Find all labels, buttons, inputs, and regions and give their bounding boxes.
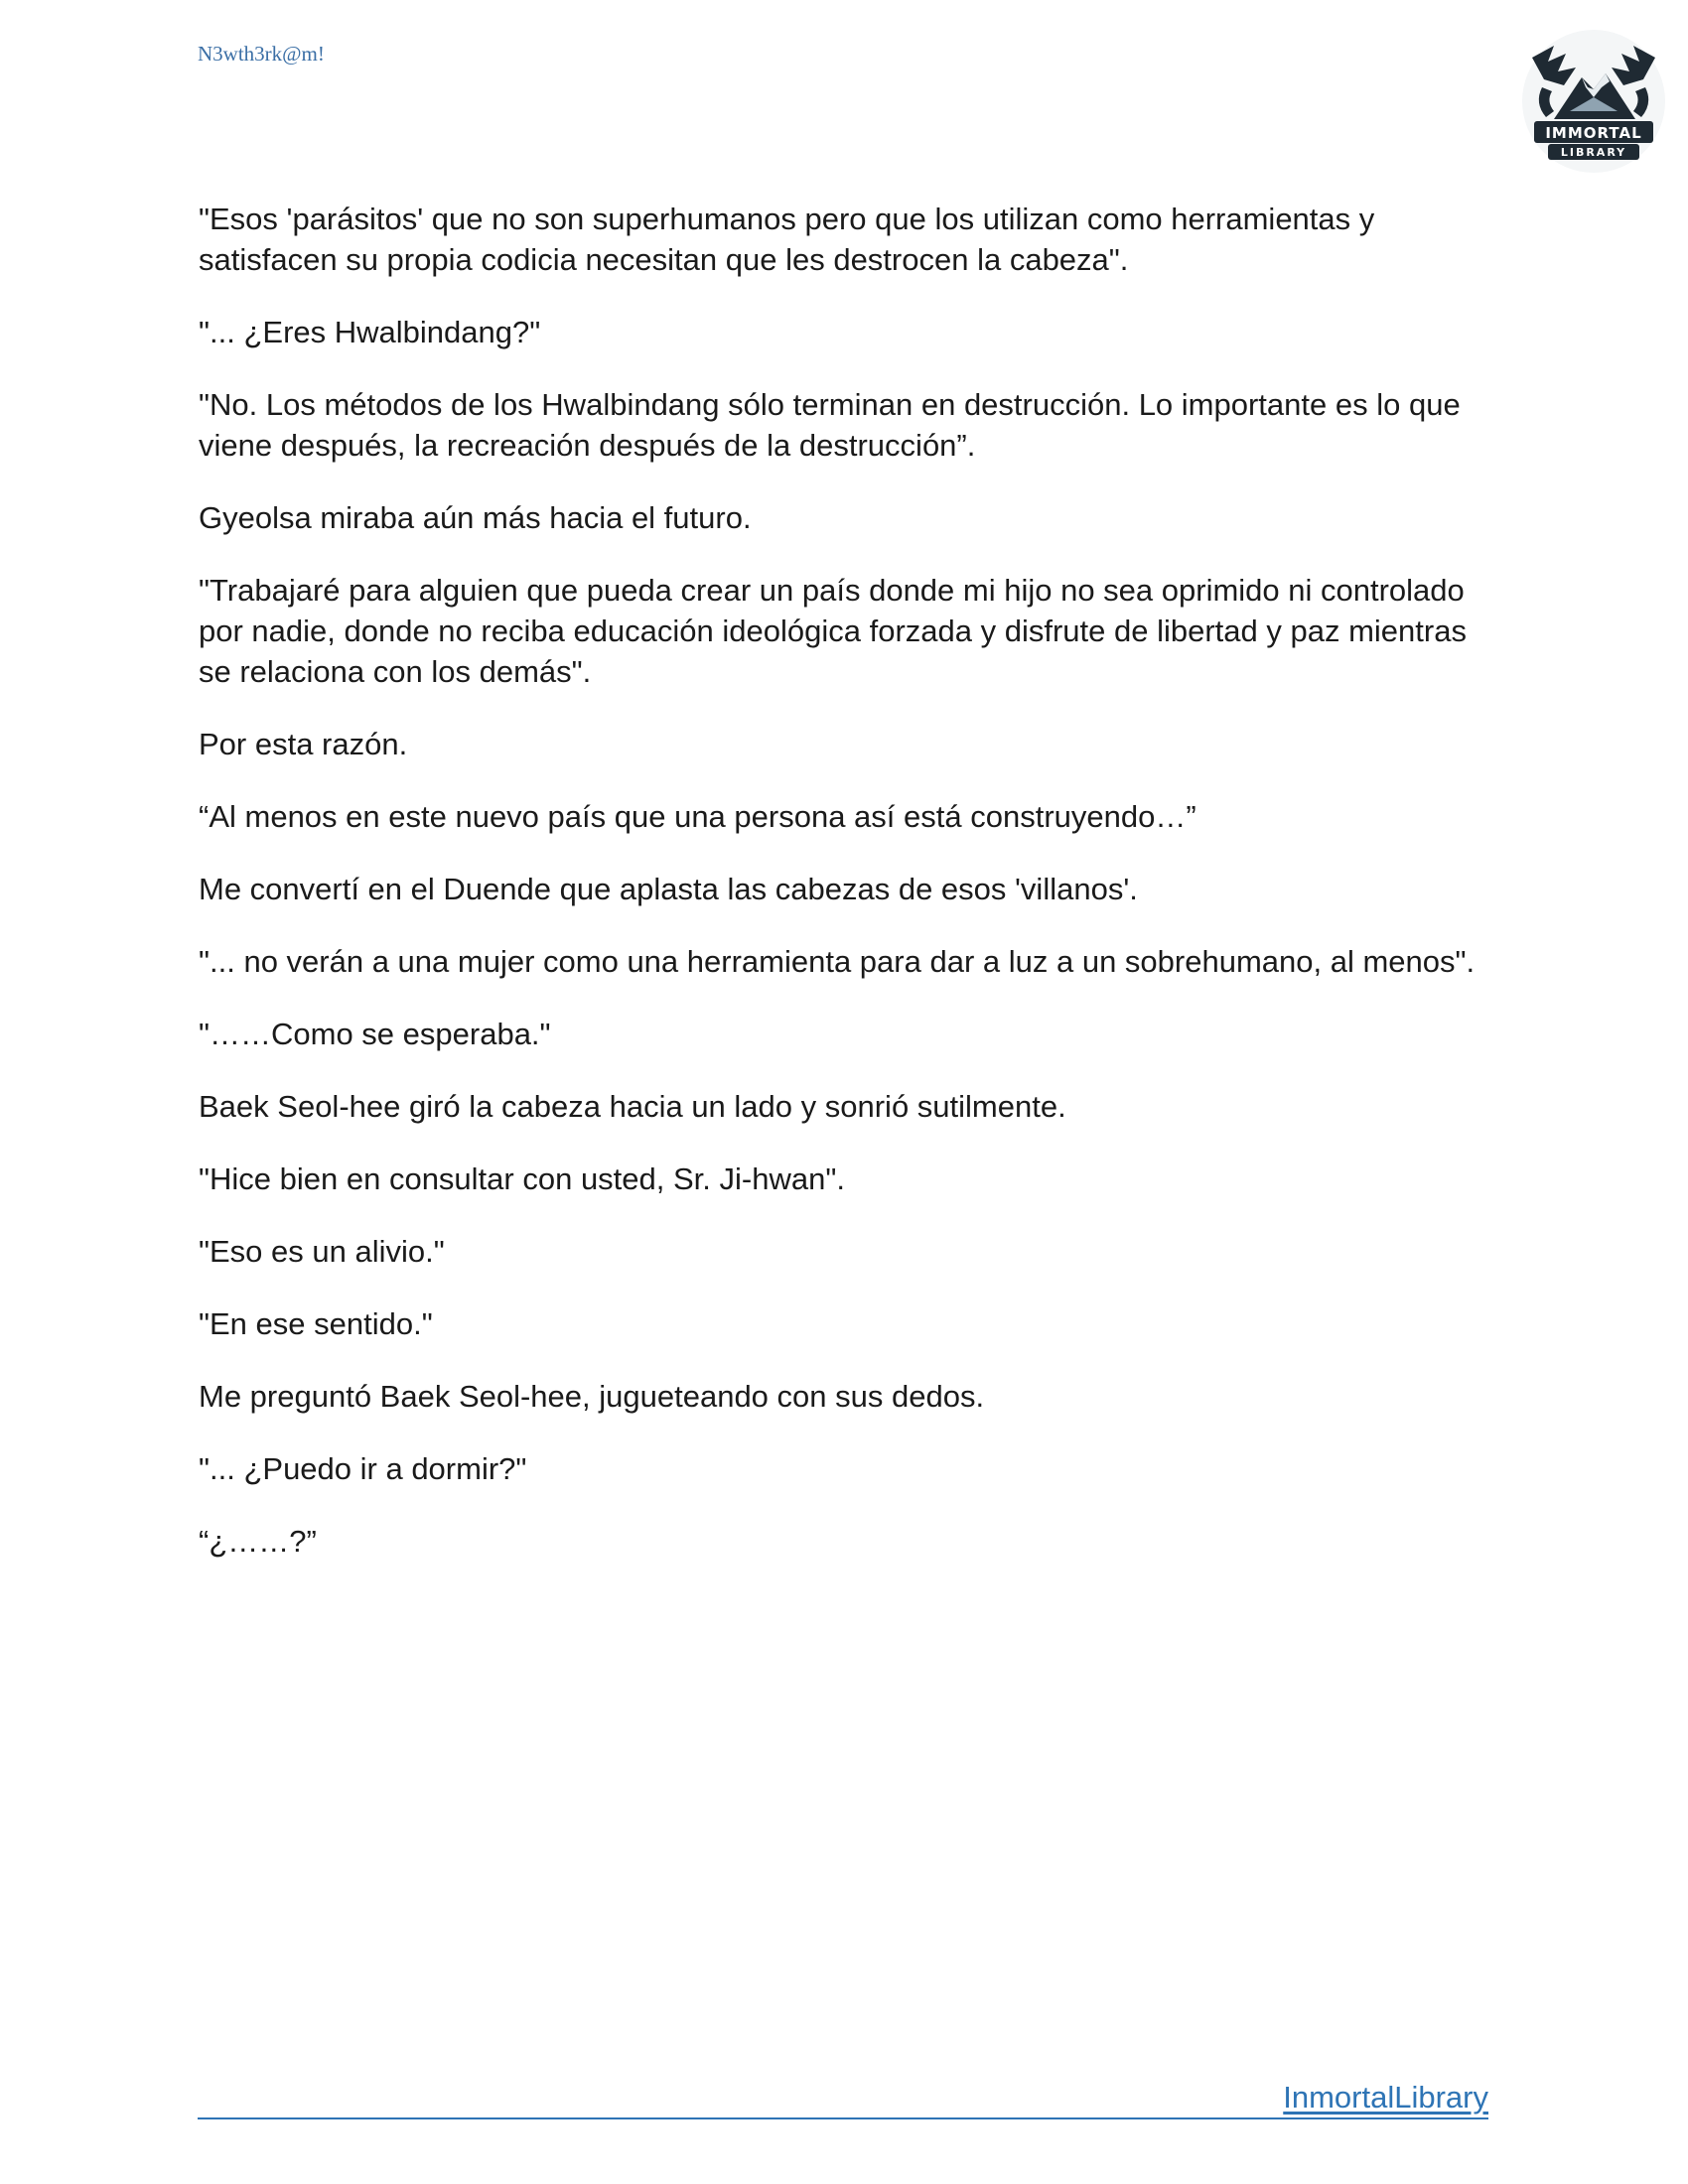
footer-link[interactable]: InmortalLibrary (1283, 2080, 1488, 2115)
chapter-body (199, 199, 1499, 1593)
paragraph: Me convertí en el Duende que aplasta las cabezas de esos 'villanos'. (199, 872, 1138, 906)
paragraph: "No. Los métodos de los Hwalbindang sólo terminan en destrucción. Lo importante es lo que viene después, la recreación después de la destrucción”. (199, 387, 1461, 463)
paragraph: Me preguntó Baek Seol-hee, jugueteando con sus dedos. (199, 1379, 985, 1414)
paragraph: “¿……?” (199, 1524, 317, 1559)
paragraph: "Hice bien en consultar con usted, Sr. Ji-hwan". (199, 1161, 845, 1196)
logo-line1: IMMORTAL (1545, 124, 1642, 142)
header-watermark: N3wth3rk@m! (198, 42, 325, 66)
paragraph: “Al menos en este nuevo país que una persona así está construyendo…” (199, 799, 1196, 834)
paragraph: "... ¿Eres Hwalbindang?" (199, 315, 541, 349)
paragraph: "Eso es un alivio." (199, 1234, 445, 1269)
logo-emblem-icon (1514, 28, 1673, 175)
paragraph: "Trabajaré para alguien que pueda crear un país donde mi hijo no sea oprimido ni controlado por nadie, donde no reciba educación ideológica forzada y disfrute de libertad y paz mientras se relaciona con los demás". (199, 573, 1467, 689)
paragraph: "En ese sentido." (199, 1306, 433, 1341)
paragraph: Baek Seol-hee giró la cabeza hacia un lado y sonrió sutilmente. (199, 1089, 1066, 1124)
footer-divider (198, 2117, 1488, 2119)
paragraph: Por esta razón. (199, 727, 408, 761)
paragraph: "Esos 'parásitos' que no son superhumanos pero que los utilizan como herramientas y satisfacen su propia codicia necesitan que les destrocen la cabeza". (199, 202, 1375, 277)
immortal-library-logo (1514, 28, 1673, 175)
paragraph: "……Como se esperaba." (199, 1017, 551, 1051)
logo-line2: LIBRARY (1560, 146, 1627, 159)
paragraph: "... ¿Puedo ir a dormir?" (199, 1451, 527, 1486)
paragraph: Gyeolsa miraba aún más hacia el futuro. (199, 500, 752, 535)
paragraph: "... no verán a una mujer como una herramienta para dar a luz a un sobrehumano, al menos". (199, 944, 1476, 979)
